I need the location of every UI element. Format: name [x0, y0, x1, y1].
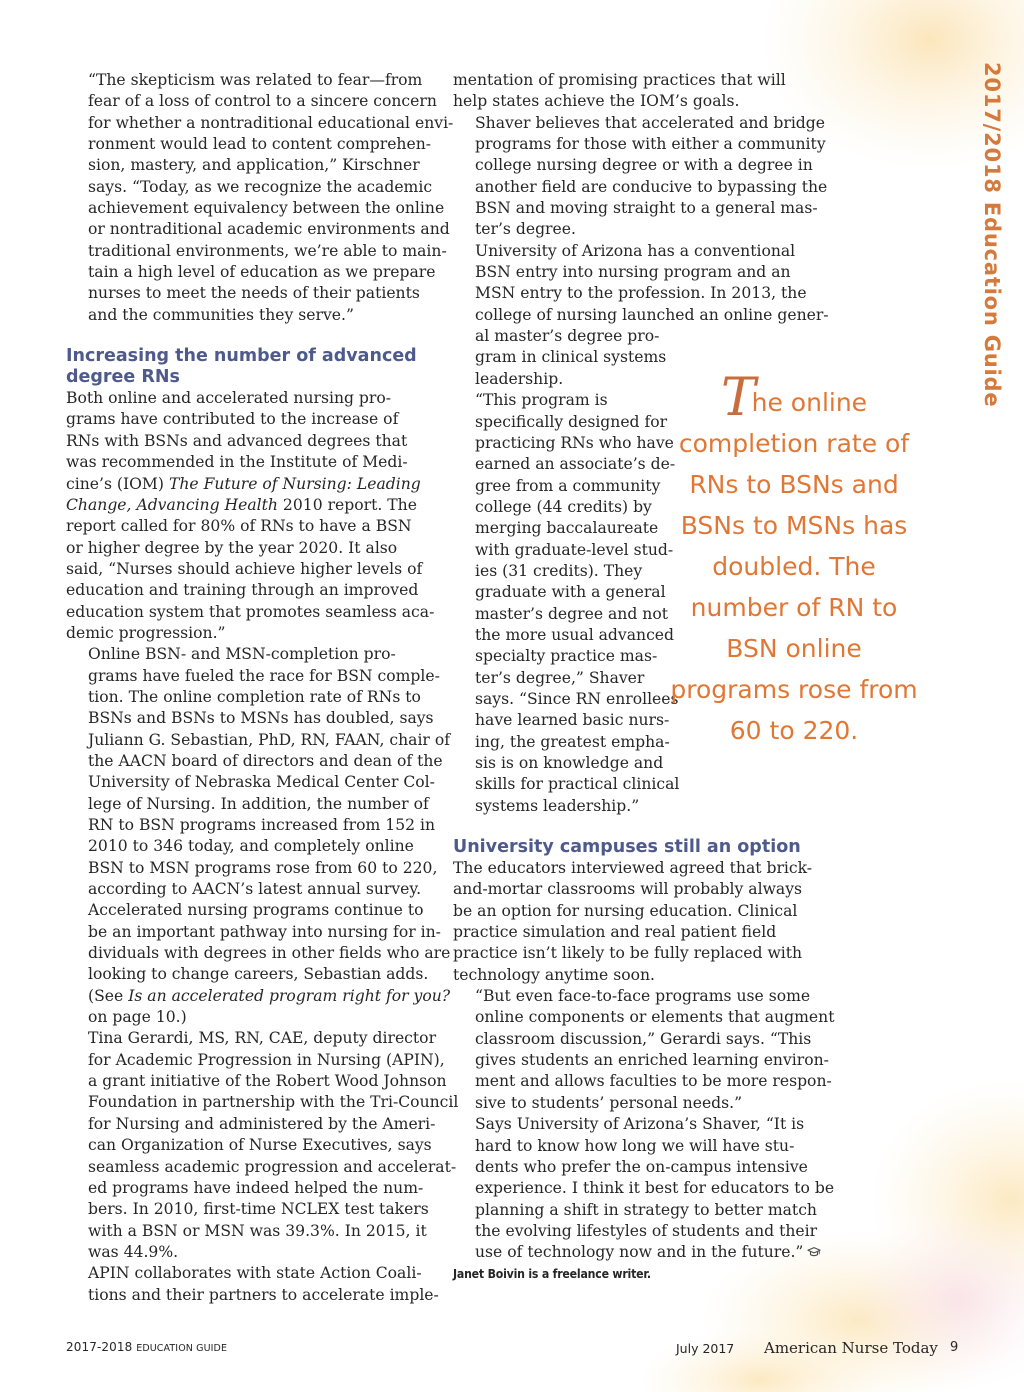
footer-magazine-name: American Nurse Today — [764, 1339, 938, 1357]
pull-quote: The online completion rate of RNs to BSNs and BSNs to MSNs has doubled. The number of RN to BSN online programs rose from 60 to 220. — [670, 368, 918, 745]
paragraph: Both online and accelerated nursing pro- grams have contributed to the increase of RNs with BSNs and advanced degrees that was recommended in the Institute of Medi- cine’s (IOM) The Future of Nursing: Leading Change, Advancing Health 2010 report. The report called for 80% of RNs to have a BSN or higher degree by the year 2020. It also said, “Nurses should achieve higher levels of education and training through an improved education system that promotes seamless aca- demic progression.” — [66, 389, 435, 642]
left-column — [66, 70, 459, 1306]
paragraph: “The skepticism was related to fear—from fear of a loss of control to a sincere concern for whether a nontraditional educational envi- ronment would lead to content comprehen- sion, mastery, and application,” Kirschner says. “Today, as we recognize the academic achievement equivalency between the online or nontraditional academic environments and traditional environments, we’re able to main- tain a high level of education as we prepare nurses to meet the needs of their patients and the communities they serve.” — [88, 71, 454, 324]
report-title: The Future of Nursing: Leading — [168, 474, 421, 493]
side-title — [980, 62, 1004, 406]
footer-guide-label: 2017-2018 EDUCATION GUIDE — [66, 1340, 228, 1354]
pull-quote-drop-cap: T — [720, 368, 750, 428]
paragraph: APIN collaborates with state Action Coali- tions and their partners to accelerate imple- — [88, 1264, 439, 1304]
section-heading: Increasing the number of advanced degree RNs — [66, 346, 417, 388]
report-title: Change, Advancing Health — [66, 495, 278, 514]
paragraph: University of Arizona has a conventional BSN entry into nursing program and an MSN entry to the profession. In 2013, the college of nursing launched an online gener- al master’s degree pro- gram in clinical systems leadership. — [475, 241, 829, 388]
page-number: 9 — [950, 1340, 959, 1355]
paragraph: Online BSN- and MSN-completion pro- grams have fueled the race for BSN comple- tion. The online completion rate of RNs to BSNs and BSNs to MSNs has doubled, says Juliann G. Sebastian, PhD, RN, FAAN, chair of the AACN board of directors and dean of the University of Nebraska Medical Center Col- lege of Nursing. In addition, the number of RN to BSN programs increased from 152 in 2010 to 346 today, and completely online BSN to MSN programs rose from 60 to 220, according to AACN’s latest annual survey. — [88, 645, 450, 899]
paragraph: Shaver believes that accelerated and bridge programs for those with either a community college nursing degree or with a degree in another field are conducive to bypassing the BSN and moving straight to a general mas- ter’s degree. — [475, 113, 828, 239]
paragraph: Says University of Arizona’s Shaver, “It is hard to know how long we will have stu- dents who prefer the on-campus intensive experience. I think it best for educators to be planning a shift in strategy to better match the evolving lifestyles of students and their use of technology now and in the future.” — [475, 1115, 835, 1262]
paragraph: Accelerated nursing programs continue to be an important pathway into nursing for in- dividuals with degrees in other fields who are looking to change careers, Sebastian adds. (See Is an accelerated program right for you? on page 10.) — [88, 901, 451, 1027]
paragraph: “This program is specifically designed for practicing RNs who have earned an associate’s de- gree from a community college (44 credits) by merging baccalaureate with graduate-level stud- ies (31 credits). They graduate with a general master’s degree and not the more usual advanced specialty practice mas- ter’s degree,” Shaver says. “Since RN enrollees have learned basic nurs- ing, the greatest empha- sis is on knowledge and skills for practical clinical systems leadership.” — [475, 391, 680, 815]
graduation-cap-icon — [807, 1245, 821, 1259]
paragraph: Tina Gerardi, MS, RN, CAE, deputy director for Academic Progression in Nursing (APIN), a grant initiative of the Robert Wood Johnson Foundation in partnership with the Tri-Council for Nursing and administered by the Ameri- can Organization of Nurse Executives, says seamless academic progression and accelerat- ed programs have indeed helped the num- bers. In 2010, first-time NCLEX test takers with a BSN or MSN was 39.3%. In 2015, it was 44.9%. — [88, 1029, 459, 1261]
paragraph: “But even face-to-face programs use some online components or elements that augment classroom discussion,” Gerardi says. “This gives students an enriched learning environ- ment and allows faculties to be more respon- sive to students’ personal needs.” — [475, 987, 835, 1112]
cross-reference-title: Is an accelerated program right for you? — [128, 986, 451, 1005]
side-title-text: 2017/2018 Education Guide — [980, 62, 1004, 408]
paragraph: The educators interviewed agreed that brick- and-mortar classrooms will probably always be an option for nursing education. Clinical practice simulation and real patient field practice isn’t likely to be fully replaced with technology anytime soon. — [453, 859, 813, 984]
author-byline: Janet Boivin is a freelance writer. — [453, 1266, 651, 1281]
paragraph: mentation of promising practices that will help states achieve the IOM’s goals. — [453, 71, 786, 111]
footer-date: July 2017 — [676, 1341, 735, 1356]
section-heading: University campuses still an option — [453, 837, 801, 858]
